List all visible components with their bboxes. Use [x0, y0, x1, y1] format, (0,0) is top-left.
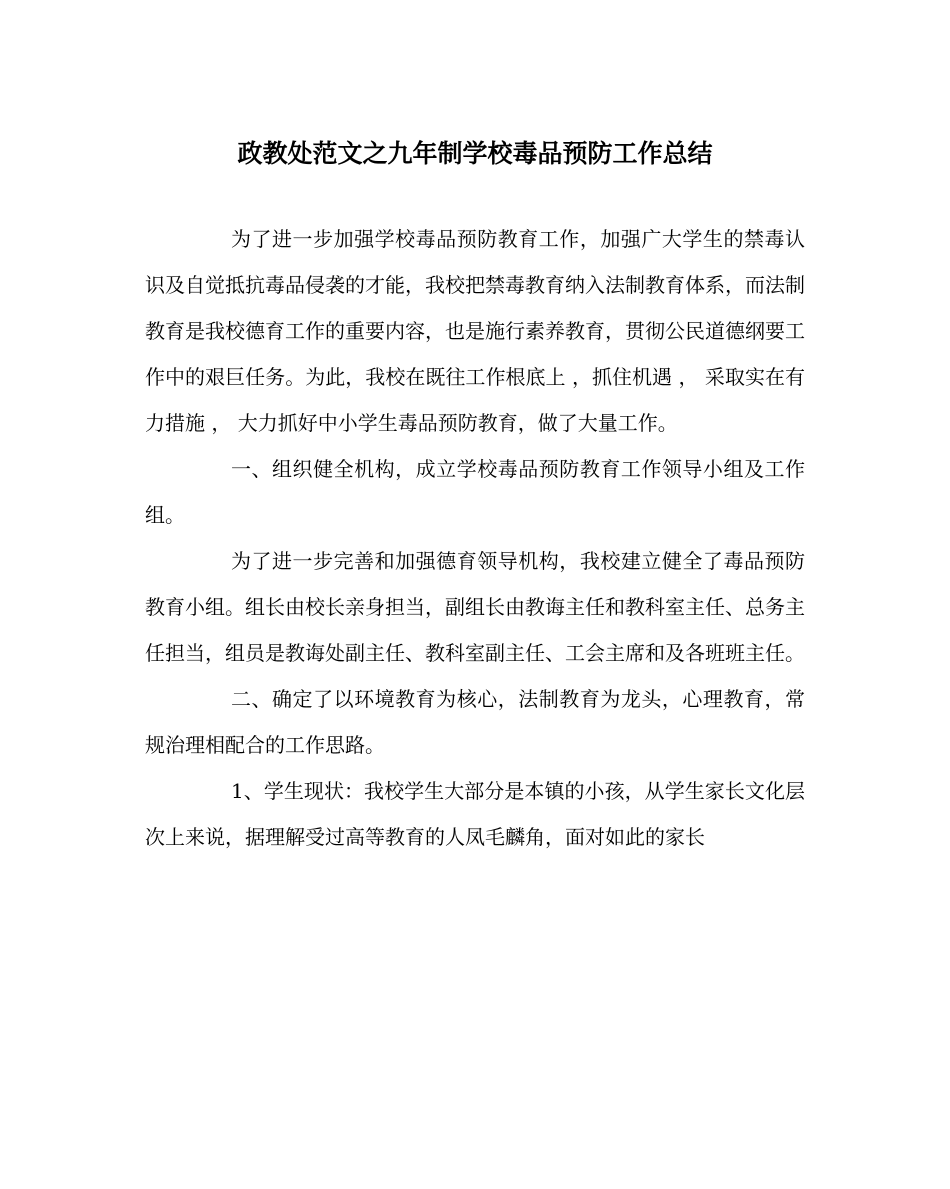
- paragraph-section-2-heading: 二、确定了以环境教育为核心，法制教育为龙头，心理教育，常规治理相配合的工作思路。: [145, 687, 805, 757]
- paragraph-student-status: 1、学生现状：我校学生大部分是本镇的小孩，从学生家长文化层次上来说，据理解受过高等教育的人凤毛麟角，面对如此的家长: [145, 779, 805, 849]
- paragraph-intro: 为了进一步加强学校毒品预防教育工作，加强广大学生的禁毒认识及自觉抵抗毒品侵袭的才能，我校把禁毒教育纳入法制教育体系，而法制教育是我校德育工作的重要内容，也是施行素养教育，贯彻公民道德纲要工作中的艰巨任务。为此，我校在既往工作根底上 ，抓住机遇 ， 采取实在有力措施 ， 大力抓好中小学生毒品预防教育，做了大量工作。: [145, 227, 805, 435]
- paragraph-section-1-body: 为了进一步完善和加强德育领导机构，我校建立健全了毒品预防教育小组。组长由校长亲身担当，副组长由教诲主任和教科室主任、总务主任担当，组员是教诲处副主任、教科室副主任、工会主席和及各班班主任。: [145, 549, 805, 665]
- document-body: [145, 216, 805, 860]
- paragraph-section-1-heading: 一、组织健全机构，成立学校毒品预防教育工作领导小组及工作组。: [145, 457, 805, 527]
- document-title: 政教处范文之九年制学校毒品预防工作总结: [237, 139, 713, 168]
